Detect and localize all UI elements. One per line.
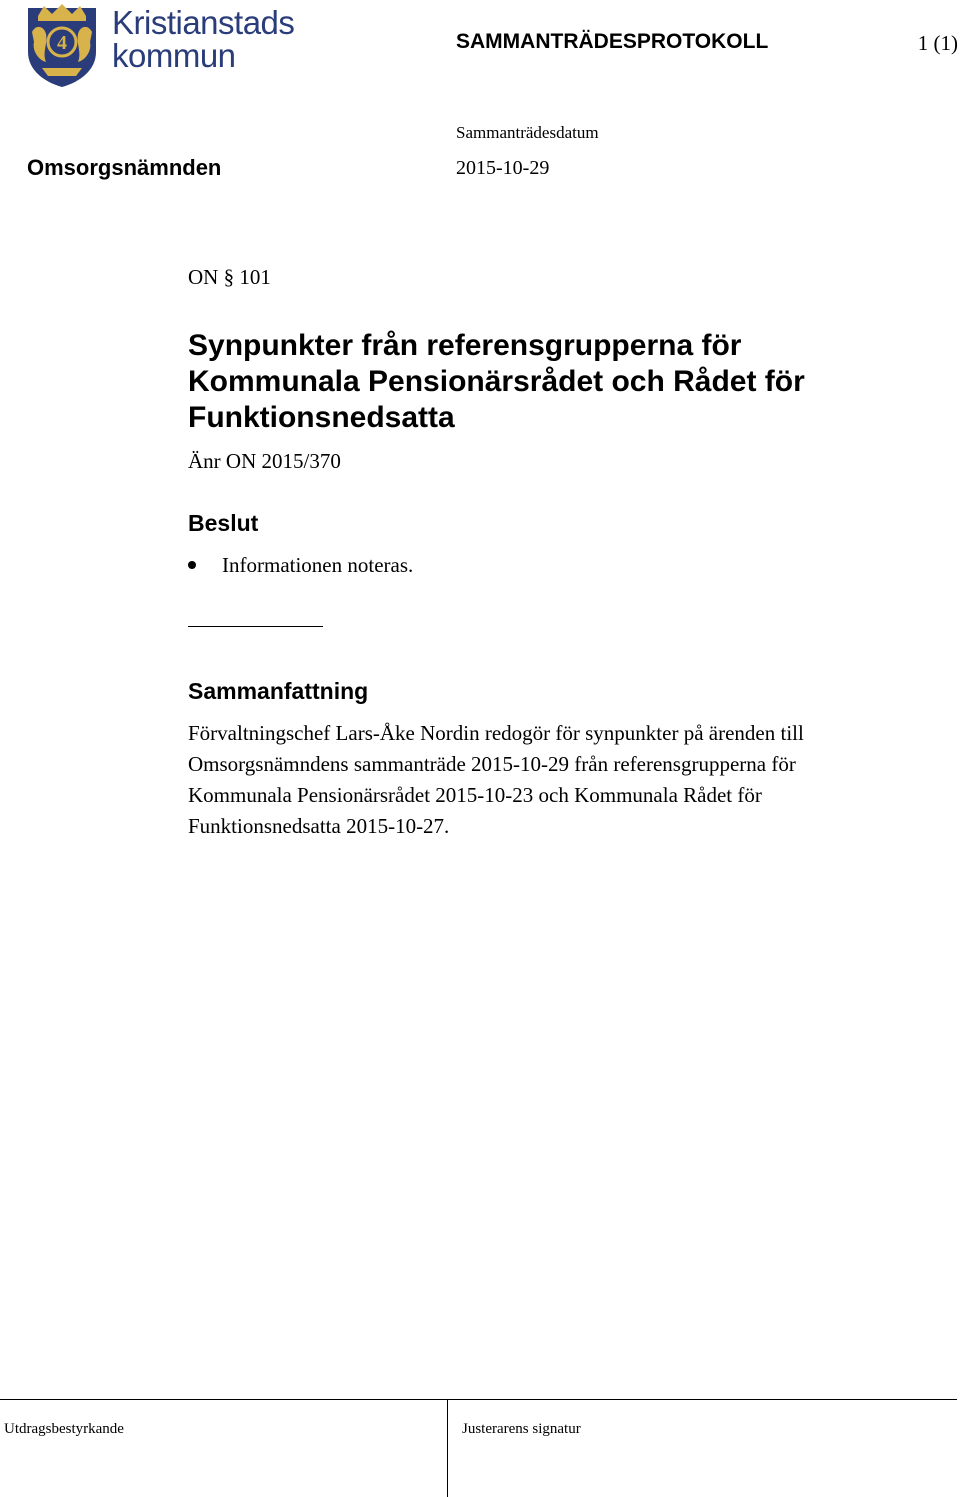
- bullet-icon: [188, 561, 196, 569]
- case-title: Synpunkter från referensgrupperna för Kommunala Pensionärsrådet och Rådet för Funktionsnedsatta: [188, 329, 805, 434]
- footer-top-line: [0, 1399, 957, 1400]
- committee-name: Omsorgsnämnden: [27, 155, 222, 180]
- logo-wordmark-line1: Kristianstads: [112, 4, 295, 41]
- summary-heading: Sammanfattning: [188, 678, 369, 704]
- svg-text:4: 4: [57, 32, 67, 54]
- document-type: SAMMANTRÄDESPROTOKOLL: [456, 30, 769, 53]
- footer-certification-label: Utdragsbestyrkande: [4, 1421, 124, 1437]
- summary-text: Förvaltningschef Lars-Åke Nordin redogör för synpunkter på ärenden till Omsorgsnämndens sammanträde 2015-10-29 från referensgrupperna för Kommunala Pensionärsrådet 2015-10-23 och Kommunala Rådet för Funktionsnedsatta 2015-10-27.: [188, 721, 804, 838]
- logo-wordmark-line2: kommun: [112, 37, 236, 74]
- meeting-date-label: Sammanträdesdatum: [456, 123, 599, 142]
- footer-divider: [447, 1399, 448, 1497]
- decision-heading: Beslut: [188, 510, 259, 536]
- logo-wordmark: [112, 6, 294, 72]
- footer-signature-label: Justerarens signatur: [462, 1421, 581, 1437]
- separator-line: [188, 626, 323, 627]
- page-number: 1 (1): [917, 31, 958, 55]
- case-number: Änr ON 2015/370: [188, 449, 341, 473]
- paragraph-reference: ON § 101: [188, 265, 271, 289]
- decision-item-text: Informationen noteras.: [222, 553, 414, 577]
- decision-list: [188, 551, 413, 579]
- list-item: [188, 551, 413, 579]
- meeting-date: 2015-10-29: [456, 157, 550, 179]
- coat-of-arms-icon: [24, 2, 100, 88]
